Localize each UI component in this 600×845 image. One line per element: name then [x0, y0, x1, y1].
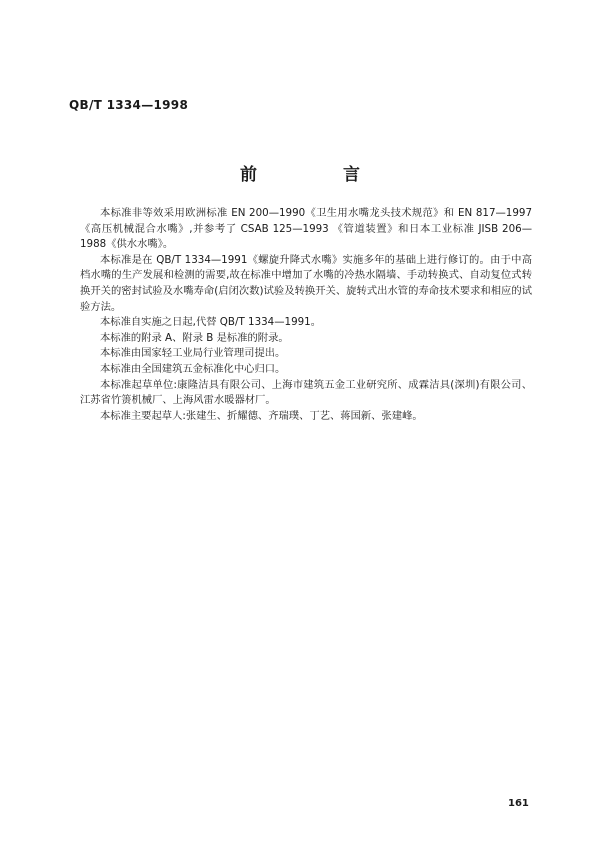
page-number: 161 — [508, 798, 529, 809]
paragraph-revision: 本标准是在 QB/T 1334—1991《螺旋升降式水嘴》实施多年的基础上进行修订的。由于中高档水嘴的生产发展和检测的需要,故在标准中增加了水嘴的冷热水隔墙、手动转换式、自动复位式转换开关的密封试验及水嘴寿命(启闭次数)试验及转换开关、旋转式出水管的寿命技术要求和相应的试验方法。 — [80, 253, 532, 313]
page-title: 前 言 — [240, 165, 400, 185]
paragraph-replacement: 本标准自实施之日起,代替 QB/T 1334—1991。 — [100, 316, 322, 329]
body-text — [80, 206, 532, 424]
paragraph-proposer: 本标准由国家轻工业局行业管理司提出。 — [100, 347, 286, 360]
document-code: QB/T 1334—1998 — [69, 98, 189, 112]
paragraph-annexes: 本标准的附录 A、附录 B 是标准的附录。 — [100, 331, 289, 344]
paragraph-adoption: 本标准非等效采用欧洲标准 EN 200—1990《卫生用水嘴龙头技术规范》和 EN 817—1997《高压机械混合水嘴》,并参考了 CSAB 125—1993 《管道装置》和日本工业标准 JISB 206—1988《供水水嘴》。 — [80, 207, 532, 251]
paragraph-centralized-by: 本标准由全国建筑五金标准化中心归口。 — [100, 362, 286, 375]
paragraph-drafters: 本标准主要起草人:张建生、折耀德、齐瑞璞、丁艺、蒋国新、张建峰。 — [100, 409, 423, 422]
paragraph-drafting-units: 本标准起草单位:康隆洁具有限公司、上海市建筑五金工业研究所、成霖洁具(深圳)有限公司、江苏省竹箦机械厂、上海风雷水暖器材厂。 — [80, 378, 532, 407]
